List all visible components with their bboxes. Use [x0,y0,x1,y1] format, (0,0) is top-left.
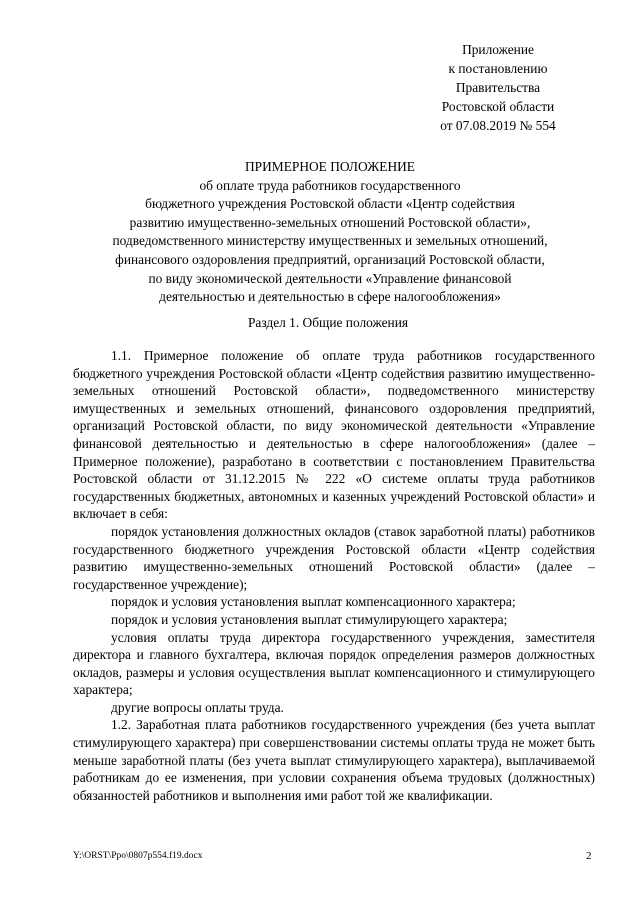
paragraph: 1.2. Заработная плата работников государственного учреждения (без учета выплат стимулирующего характера) при совершенствовании системы оплаты труда не может быть меньше заработной платы (без учета выплат стимулирующего характера), выплачиваемой работникам до ее изменения, при условии сохранения объема трудовых (должностных) обязанностей работников и выполнения ими работ той же квалификации. [73,717,595,803]
paragraph: другие вопросы оплаты труда. [111,699,284,715]
footer-file-path: Y:\ORST\Ppo\0807p554.f19.docx [73,851,203,861]
title-line: ПРИМЕРНОЕ ПОЛОЖЕНИЕ [245,159,415,174]
document-title [60,158,600,307]
appendix-line: от 07.08.2019 № 554 [440,118,556,133]
appendix-line: Приложение [462,42,534,57]
appendix-line: Правительства [455,80,541,95]
title-line: по виду экономической деятельности «Управление финансовой [148,270,512,286]
title-line: об оплате труда работников государственного [199,177,461,193]
title-line: бюджетного учреждения Ростовской области «Центр содействия [145,196,515,212]
section-heading: Раздел 1. Общие положения [247,315,409,330]
paragraph: 1.1. Примерное положение об оплате труда работников государственного бюджетного учреждения Ростовской области «Центр содействия развитию имущественно-земельных отношений Ростовской области», подведомственного министерству имущественных и земельных отношений, финансового оздоровления предприятий, организаций Ростовской области, по виду экономической деятельности «Управление финансовой деятельностью и деятельностью в сфере налогообложения» (далее – Примерное положение), разработано в соответствии с постановлением Правительства Ростовской области от 31.12.2015 № 222 «О системе оплаты труда работников государственных бюджетных, автономных и казенных учреждений Ростовской области» и включает в себя: [73,348,595,522]
title-line: деятельностью и деятельностью в сфере налогообложения» [159,289,501,305]
appendix-header [428,40,568,135]
document-body [73,347,595,804]
page-number: 2 [586,850,592,862]
paragraph: условия оплаты труда директора государственного учреждения, заместителя директора и главного бухгалтера, включая порядок определения размеров должностных окладов, размеры и условия осуществления выплат компенсационного и стимулирующего характера; [73,629,595,698]
paragraph: порядок и условия установления выплат стимулирующего характера; [111,611,508,627]
paragraph: порядок установления должностных окладов (ставок заработной платы) работников государственного бюджетного учреждения Ростовской области «Центр содействия развитию имущественно-земельных отношений Ростовской области» (далее – государственное учреждение); [73,523,595,592]
title-line: подведомственного министерству имущественных и земельных отношений, [112,233,548,249]
title-line: финансового оздоровления предприятий, организаций Ростовской области, [115,251,545,267]
appendix-line: Ростовской области [441,99,555,114]
paragraph: порядок и условия установления выплат компенсационного характера; [111,594,516,610]
appendix-line: к постановлению [448,61,548,76]
title-line: развитию имущественно-земельных отношений Ростовской области», [129,214,531,230]
